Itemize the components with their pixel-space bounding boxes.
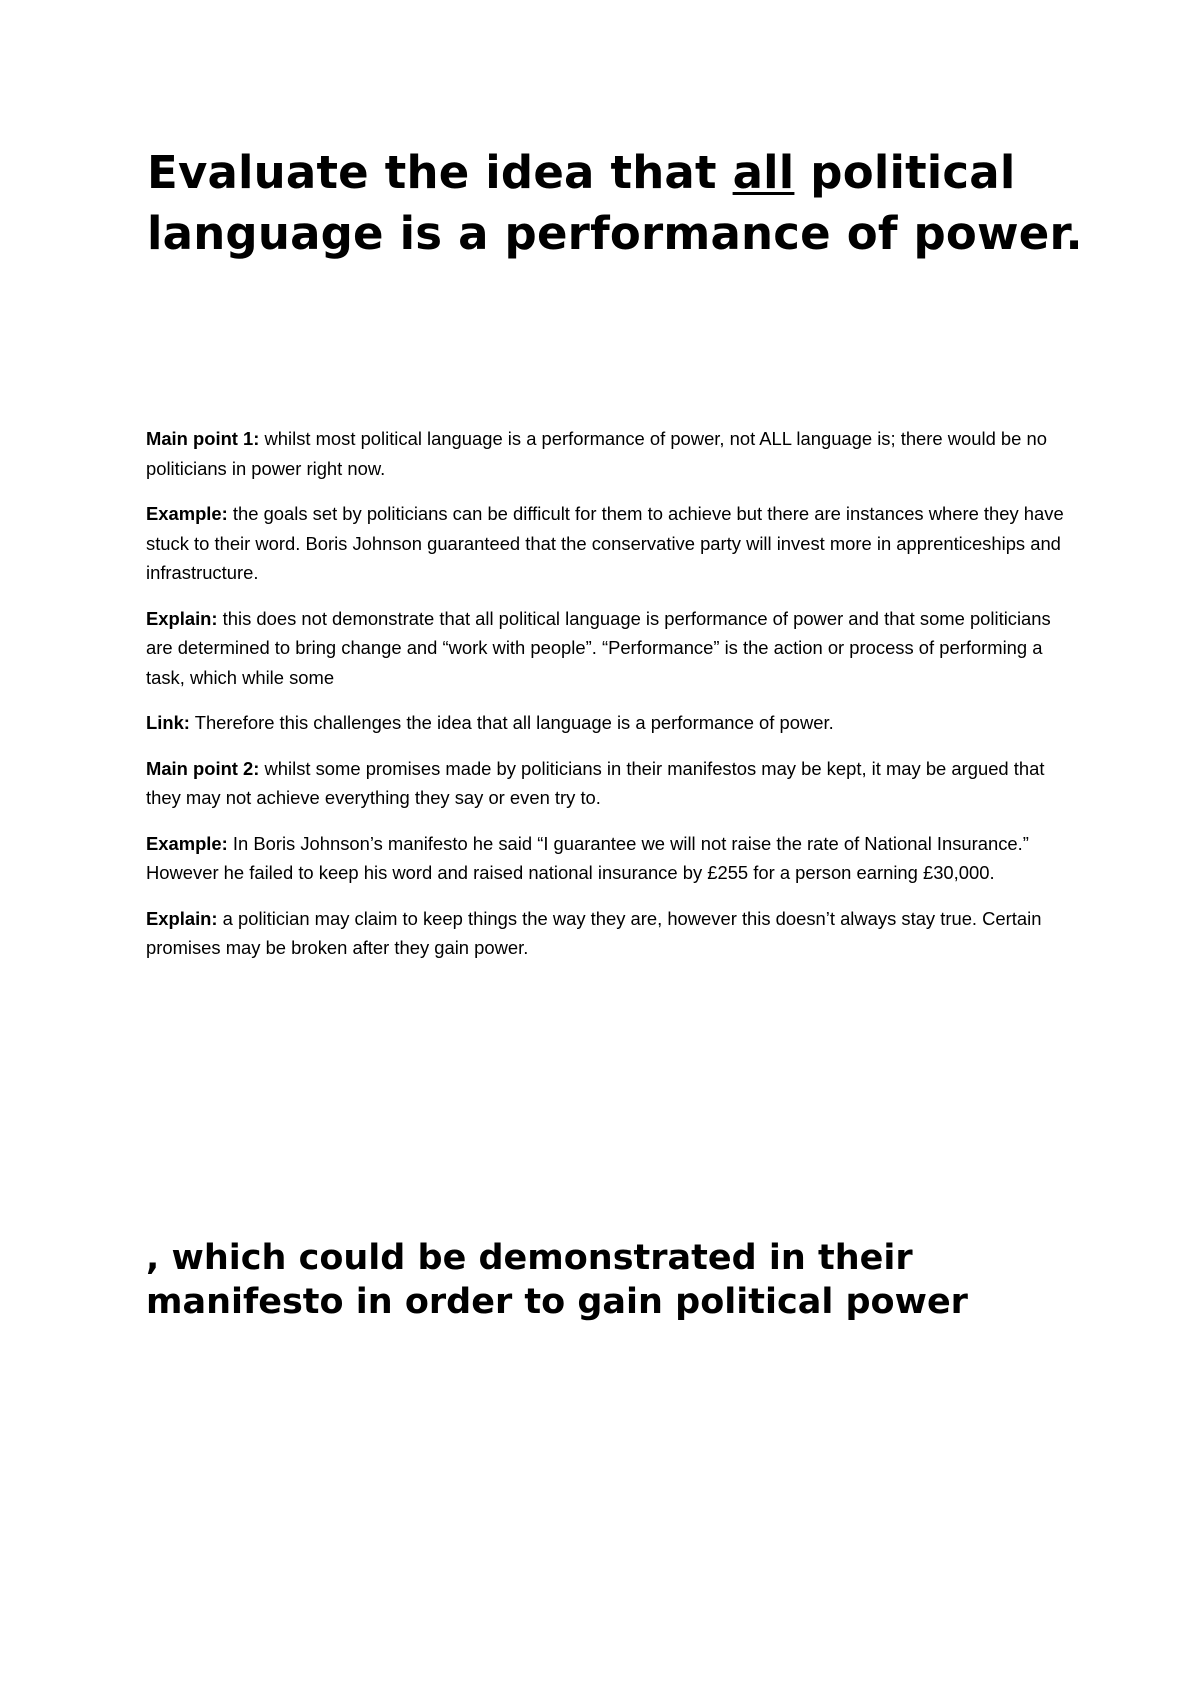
paragraph-label: Example:	[146, 503, 228, 524]
paragraph-text: a politician may claim to keep things the way they are, however this doesn’t always stay true. Certain promises may be broken after they gain power.	[146, 907, 1042, 958]
paragraph-label: Main point 1:	[146, 428, 260, 449]
essay-body	[146, 424, 1076, 979]
paragraph-text: Therefore this challenges the idea that all language is a performance of power.	[189, 712, 834, 733]
paragraph-main-point-2	[146, 754, 1076, 813]
paragraph-text: whilst some promises made by politicians in their manifestos may be kept, it may be argued that they may not achieve everything they say or even try to.	[146, 757, 1045, 808]
closing-heading: , which could be demonstrated in their manifesto in order to gain political power	[146, 1238, 968, 1322]
page-title	[147, 142, 1107, 264]
paragraph-link-1	[146, 708, 1076, 738]
paragraph-label: Explain:	[146, 607, 218, 629]
paragraph-label: Main point 2:	[146, 757, 260, 779]
paragraph-label: Example:	[146, 832, 228, 854]
paragraph-example-1	[146, 499, 1076, 588]
paragraph-text: this does not demonstrate that all political language is performance of power and that some politicians are determined to bring change and “work with people”. “Performance” is the action or process of performing a task, which while some	[146, 607, 1051, 688]
paragraph-label: Explain:	[146, 907, 218, 929]
title-start: Evaluate the idea that	[147, 146, 733, 199]
title-end: political language is a performance of power.	[147, 146, 1083, 260]
paragraph-main-point-1	[146, 424, 1076, 483]
paragraph-text: the goals set by politicians can be difficult for them to achieve but there are instances where they have stuck to their word. Boris Johnson guaranteed that the conservative party will invest more in apprenticeships and infrastructure.	[146, 503, 1064, 583]
title-emphasis: all	[732, 146, 795, 199]
paragraph-explain-2	[146, 904, 1076, 963]
paragraph-example-2	[146, 829, 1076, 888]
paragraph-text: In Boris Johnson’s manifesto he said “I guarantee we will not raise the rate of National Insurance.” However he failed to keep his word and raised national insurance by £255 for a person earning £30,000.	[146, 832, 1029, 883]
paragraph-label: Link:	[146, 712, 190, 733]
paragraph-text: whilst most political language is a performance of power, not ALL language is; there would be no politicians in power right now.	[146, 428, 1047, 479]
paragraph-explain-1	[146, 604, 1076, 693]
